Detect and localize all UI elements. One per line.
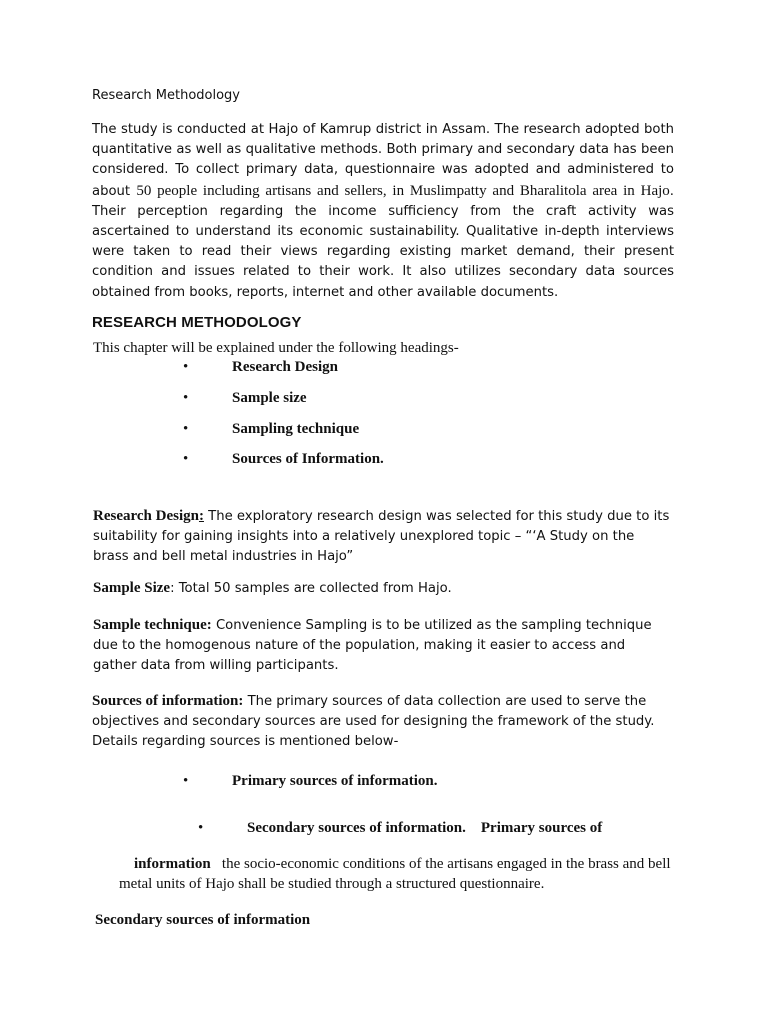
- bullet-icon: •: [198, 820, 204, 836]
- list-item-label: Research Design: [232, 359, 338, 375]
- list-item-sample-size: [183, 390, 307, 407]
- sources-info-paragraph: [92, 691, 670, 752]
- bullet-icon: •: [183, 390, 189, 406]
- intro-text-part2: . Their perception regarding the income sufficiency from the craft activity was ascertained to understand its economic sustainability. Qualitative in-depth interviews were taken to read their views regarding existing market demand, their present condition and issues related to their work. It also utilizes secondary data sources obtained from books, reports, internet and other available documents.: [92, 183, 674, 300]
- list-item-primary-sources: [183, 773, 438, 790]
- list-item-label: Sample size: [232, 390, 307, 406]
- research-design-paragraph: [93, 506, 671, 567]
- list-item-label: Primary sources of information.: [232, 773, 438, 789]
- sources-info-text: The primary sources of data collection are used to serve the objectives and secondary sources are used for designing the framework of the study. Details regarding sources is mentioned below-: [92, 694, 655, 749]
- list-item-label: Sources of Information.: [232, 451, 384, 467]
- intro-text-part1: The study is conducted at Hajo of Kamrup district in Assam. The research adopted both quantitative as well as qualitative methods. Both primary and secondary data has been considered. To collect primary data, questionnaire was adopted and administered to about: [92, 122, 674, 199]
- primary-info-text-1: the socio-economic conditions of the artisans engaged in the brass and bell: [210, 856, 671, 872]
- intro-paragraph: [92, 120, 674, 303]
- sample-size-paragraph: [93, 578, 671, 599]
- bullet-icon: •: [183, 421, 189, 437]
- research-design-label: Research Design: [93, 508, 199, 524]
- sample-technique-text: Convenience Sampling is to be utilized as the sampling technique due to the homogenous nature of the population, making it easier to access and gather data from willing participants.: [93, 618, 652, 673]
- list-item-label: Secondary sources of information. Primary sources of: [247, 820, 603, 836]
- sample-technique-paragraph: [93, 615, 671, 676]
- research-design-colon: :: [198, 508, 204, 524]
- list-item-sources-info: [183, 451, 384, 468]
- intro-text-serif: 50 people including artisans and sellers, in Muslimpatty and Bharalitola area in Hajo: [136, 182, 670, 199]
- small-title: Research Methodology: [92, 88, 240, 103]
- list-item-research-design: [183, 359, 338, 376]
- sample-size-text: : Total 50 samples are collected from Hajo.: [170, 581, 452, 596]
- bullet-icon: •: [183, 451, 189, 467]
- primary-info-label: information: [134, 856, 211, 872]
- secondary-sources-heading: Secondary sources of information: [95, 912, 311, 928]
- sources-info-label: Sources of information:: [92, 693, 244, 709]
- section-heading: RESEARCH METHODOLOGY: [92, 314, 302, 331]
- list-item-sampling-technique: [183, 421, 359, 438]
- research-design-text: The exploratory research design was selected for this study due to its suitability for gaining insights into a relatively unexplored topic – “‘A Study on the brass and bell metal industries in Hajo”: [93, 509, 670, 564]
- bullet-icon: •: [183, 773, 189, 789]
- sample-technique-label: Sample technique:: [93, 617, 212, 633]
- sample-size-label: Sample Size: [93, 580, 171, 596]
- list-item-label: Sampling technique: [232, 421, 360, 437]
- primary-info-line2: metal units of Hajo shall be studied through a structured questionnaire.: [119, 876, 545, 892]
- chapter-intro-line: This chapter will be explained under the following headings-: [93, 340, 459, 356]
- bullet-icon: •: [183, 359, 189, 375]
